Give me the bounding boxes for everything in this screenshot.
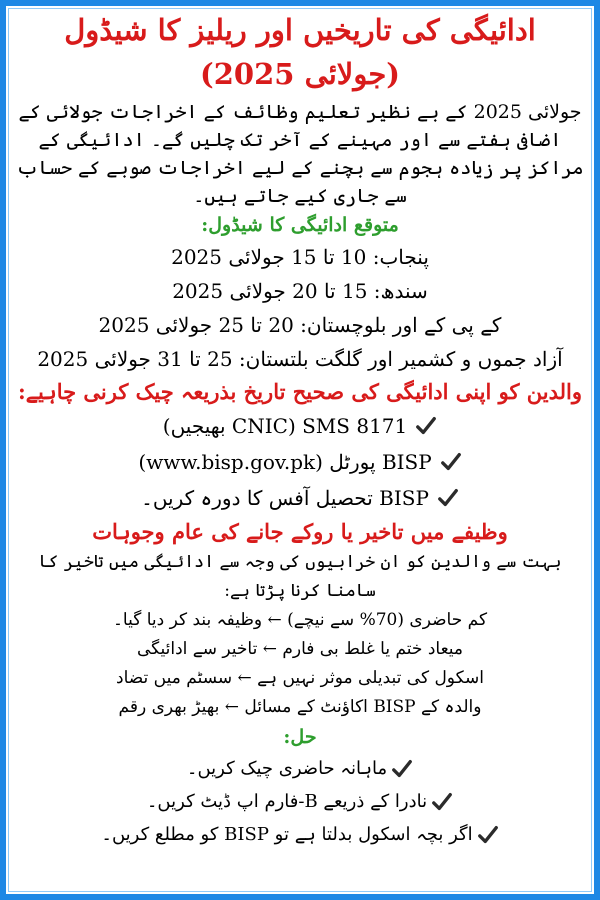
check-item-label: BISP پورٹل (www.bisp.gov.pk): [138, 450, 432, 474]
check-item-sms: [14, 408, 586, 444]
solution-item-label: نادرا کے ذریعے B-فارم اپ ڈیٹ کریں۔: [146, 791, 428, 812]
check-item-label: SMS 8171 (CNIC بھیجیں): [162, 414, 408, 438]
schedule-heading: متوقع ادائیگی کا شیڈول:: [201, 214, 399, 236]
check-mark-icon: [415, 415, 437, 437]
schedule-item-punjab: پنجاب: 10 تا 15 جولائی 2025: [171, 245, 429, 269]
check-item-office: [14, 480, 586, 516]
delay-item-account: والدہ کے BISP اکاؤنٹ کے مسائل ← بھیڑ بھری رقم: [118, 697, 482, 717]
check-heading: والدین کو اپنی ادائیگی کی صحیح تاریخ بذریعہ چیک کرنی چاہیے:: [18, 379, 582, 404]
check-mark-icon: [437, 487, 459, 509]
delays-intro: بہت سے والدین کو ان خرابیوں کی وجہ سے ادائیگی میں تاخیر کا سامنا کرنا پڑتا ہے:: [38, 552, 562, 601]
intro-paragraph: جولائی 2025 کے بے نظیر تعلیم وظائف کے اخراجات جولائی کے اضافی ہفتے سے اور مہینے کے آخر تک چلیں گے۔ ادائیگی کے مراکز پر زیادہ ہجوم سے بچنے کے لیے اخراجات صوبے کے حساب سے جاری کیے جاتے ہیں۔: [16, 101, 584, 207]
solution-item-school: [14, 818, 586, 851]
solution-heading: حل:: [283, 726, 317, 748]
solution-item-attendance: [14, 752, 586, 785]
delays-heading: وظیفے میں تاخیر یا روکے جانے کی عام وجوہات: [92, 519, 508, 544]
solution-item-bform: [14, 785, 586, 818]
solution-item-label: ماہانہ حاضری چیک کریں۔: [186, 758, 388, 779]
check-mark-icon: [391, 758, 413, 780]
schedule-item-ajk-gb: آزاد جموں و کشمیر اور گلگت بلتستان: 25 تا 31 جولائی 2025: [37, 347, 563, 371]
delay-item-attendance: کم حاضری (70% سے نیچے) ← وظیفہ بند کر دیا گیا۔: [112, 610, 488, 630]
page-title: ادائیگی کی تاریخیں اور ریلیز کا شیڈول (جولائی 2025): [64, 13, 536, 91]
article: [14, 8, 586, 892]
schedule-item-kpk-balochistan: کے پی کے اور بلوچستان: 20 تا 25 جولائی 2025: [98, 313, 502, 337]
solution-item-label: اگر بچہ اسکول بدلتا ہے تو BISP کو مطلع کریں۔: [101, 824, 473, 845]
schedule-item-sindh: سندھ: 15 تا 20 جولائی 2025: [172, 279, 428, 303]
check-mark-icon: [440, 451, 462, 473]
check-mark-icon: [431, 791, 453, 813]
check-item-portal: [14, 444, 586, 480]
check-mark-icon: [477, 824, 499, 846]
delay-item-bform: میعاد ختم یا غلط بی فارم ← تاخیر سے ادائیگی: [136, 639, 464, 659]
delay-item-school-change: اسکول کی تبدیلی موثر نہیں ہے ← سسٹم میں تضاد: [116, 668, 484, 688]
check-item-label: BISP تحصیل آفس کا دورہ کریں۔: [141, 486, 429, 510]
